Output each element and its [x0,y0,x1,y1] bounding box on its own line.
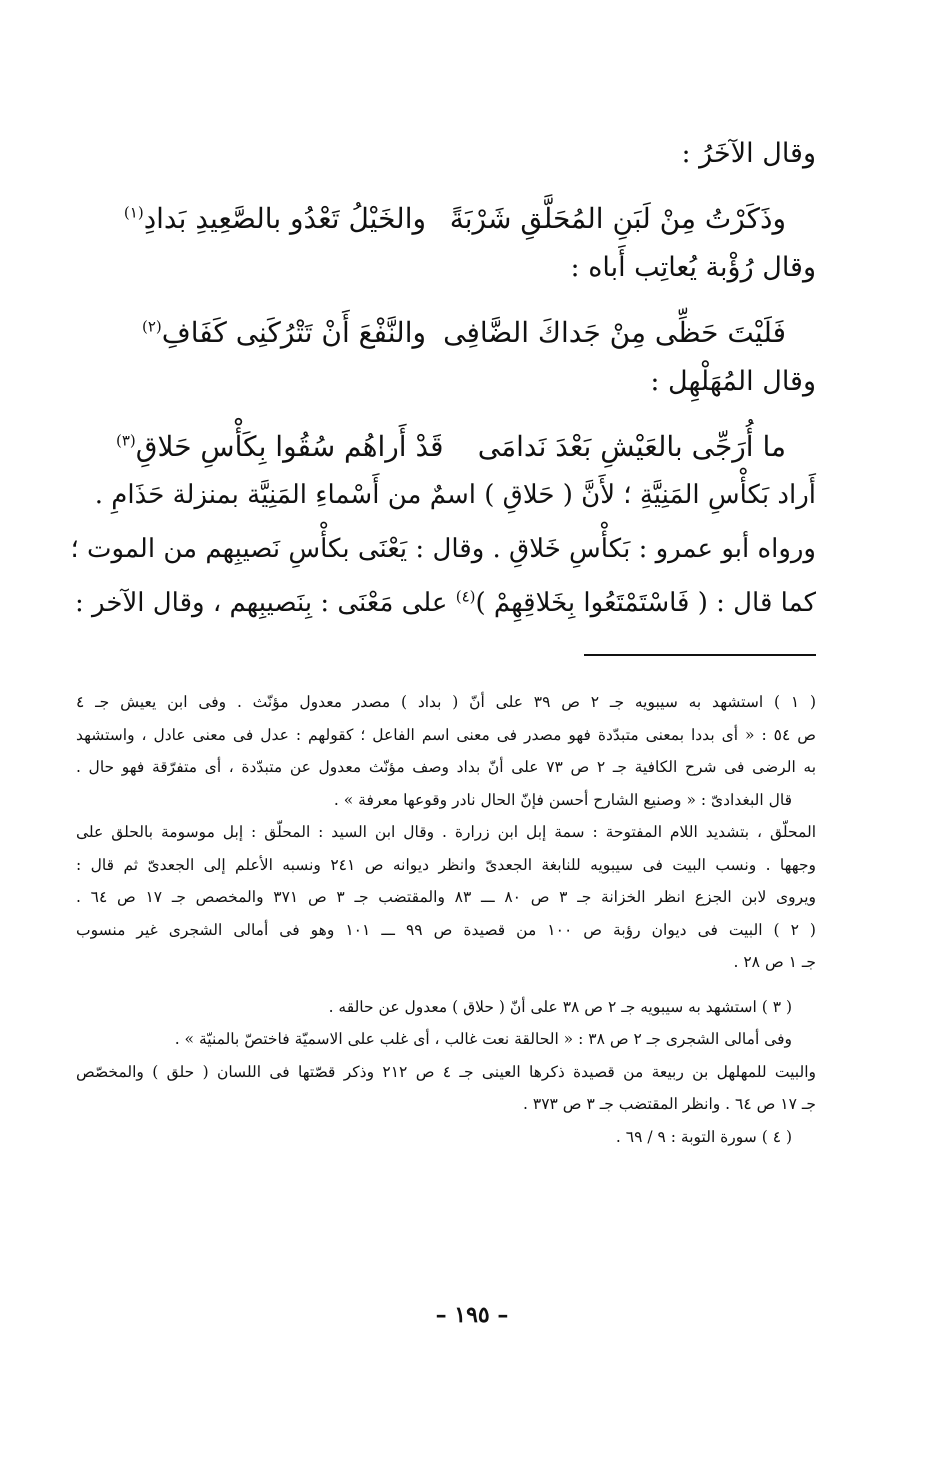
footnote-line: ويروى لابن الجزع انظر الخزانة جـ ٣ ص ٨٠ ـــ ٨٣ والمقتضب جـ ٣ ص ٣٧١ والمخصص جـ ١٧ ص ٦٤ . [76,888,816,906]
prose-line [75,586,816,640]
hemistich-text: والنَّفْعَ أَنْ تَتْرُكَنِى كَفَافِ [161,316,426,350]
footnote-marker: (١) [123,203,144,222]
footnote-line: ( ٢ ) البيت فى ديوان رؤبة ص ١٠٠ من قصيدة ص ٩٩ ـــ ١٠١ وهو فى أمالى الشجرى غير منسوب [76,920,816,939]
verse-second-hemistich [116,314,446,352]
verse-intro-line [116,136,816,188]
footnote-marker: (٤) [455,587,476,606]
footnote-line: والبيت للمهلهل بن ربيعة من قصيدة ذكرها العينى جـ ٤ ص ٢١٢ وذكر قصّتها فى اللسان ( حلق ) والمخصّص [76,1062,816,1081]
verse-first-hemistich: وذَكَرْتُ مِنْ لَبَنِ المُحَلَّقِ شَرْبَةً [449,202,786,236]
footnote-line: وفى أمالى الشجرى جـ ٢ ص ٣٨ : « الحالقة نعت غالب ، أى غلب على الاسميّة فاختصّ بالمنيّة » . [174,1030,792,1048]
footnote-line: ( ٤ ) سورة التوبة : ٩ / ٦٩ . [615,1127,792,1146]
verse-line [116,188,816,250]
footnote-line: ( ١ ) استشهد به سيبويه جـ ٢ ص ٣٩ على أنّ ( بداد ) مصدر معدول مؤنّث . وفى ابن يعيش جـ ٤ [76,693,816,711]
verse-second-hemistich [116,200,446,238]
footnote-line: وجهها . ونسب البيت فى سيبويه للنابغة الجعدىّ وانظر ديوانه ص ٢٤١ ونسبه الأعلم إلى الجعدىّ ثم قال : [76,855,816,874]
verse-intro-line [116,250,816,302]
hemistich-text: قَدْ أَراهُم سُقُوا بِكَأْسِ حَلاقِ [135,430,444,464]
prose-line [70,532,816,586]
verse-first-hemistich: ما أُرَجِّى بالعَيْشِ بَعْدَ نَدامَى [477,430,786,464]
footnote-line: جـ ١ ص ٢٨ . [733,953,816,971]
line-text: وقال المُهَلْهِل : [650,366,816,397]
verse-line [116,416,816,478]
verse-intro-line [116,364,816,416]
verse-first-hemistich: فَلَيْتَ حَظِّى مِنْ جَداكَ الضَّافِى [443,316,786,350]
line-text-tail: على مَعْنَى : بِنَصيبِهم ، وقال الآخر : [75,588,456,618]
footnote-marker: (٣) [116,431,136,450]
line-text: ورواه أبو عمرو : بَكأْسِ خَلاقِ . وقال : يَعْنَى بكأْسِ نَصيبِهم من الموت ؛ [70,534,816,564]
footnote-separator [584,654,816,656]
line-text: أَراد بَكأْسِ المَنِيَّةِ ؛ لأَنَّ ( حَلاقِ ) اسمٌ من أَسْماءِ المَنِيَّة بمنزلة حَذَامِ . [94,480,816,510]
footnote-line: جـ ١٧ ص ٦٤ . وانظر المقتضب جـ ٣ ص ٣٧٣ . [523,1095,816,1113]
main-text [70,136,816,640]
footnote-line: ص ٥٤ : « أى بددا بمعنى متبدّدة فهو مصدر فى معنى اسم الفاعل ؛ كقولهم : عدل فى معنى عادل ، واستشهد [76,725,816,744]
footnote-line: به الرضى فى شرح الكافية جـ ٢ ص ٧٣ على أنّ بداد وصف مؤنّث معدول عن متبدّدة ، أى متفرّقة فهو حال . [76,758,816,776]
verse-second-hemistich [116,428,464,466]
footnote-line: قال البغدادىّ : « وصنيع الشارح أحسن فإنّ الحال نادر وقوعها معرفة » . [333,790,792,809]
hemistich-text: والخَيْلُ تَعْدُو بالصَّعِيدِ بَدادِ [143,202,426,236]
page-number: – ١٩٥ – [435,1302,509,1328]
line-text: وقال الآخَرُ : [681,138,816,169]
footnote-spacer [76,979,816,991]
line-text: كما قال : ( فَاسْتَمْتَعُوا بِخَلاقِهِمْ ) [475,588,816,618]
footnotes [76,686,816,1153]
footnote-line: المحلّق ، بتشديد اللام المفتوحة : سمة إبل ابن زرارة . وقال ابن السيد : المحلّق : إبل موسومة بالحلق على [76,823,816,841]
footnote-marker: (٢) [141,317,162,336]
footnote-line: ( ٣ ) استشهد به سيبويه جـ ٢ ص ٣٨ على أنّ ( حلاق ) معدول عن حالقه . [328,997,792,1016]
line-text: وقال رُؤْبة يُعاتِب أَباه : [570,252,816,283]
verse-line [116,302,816,364]
prose-line [94,478,816,532]
